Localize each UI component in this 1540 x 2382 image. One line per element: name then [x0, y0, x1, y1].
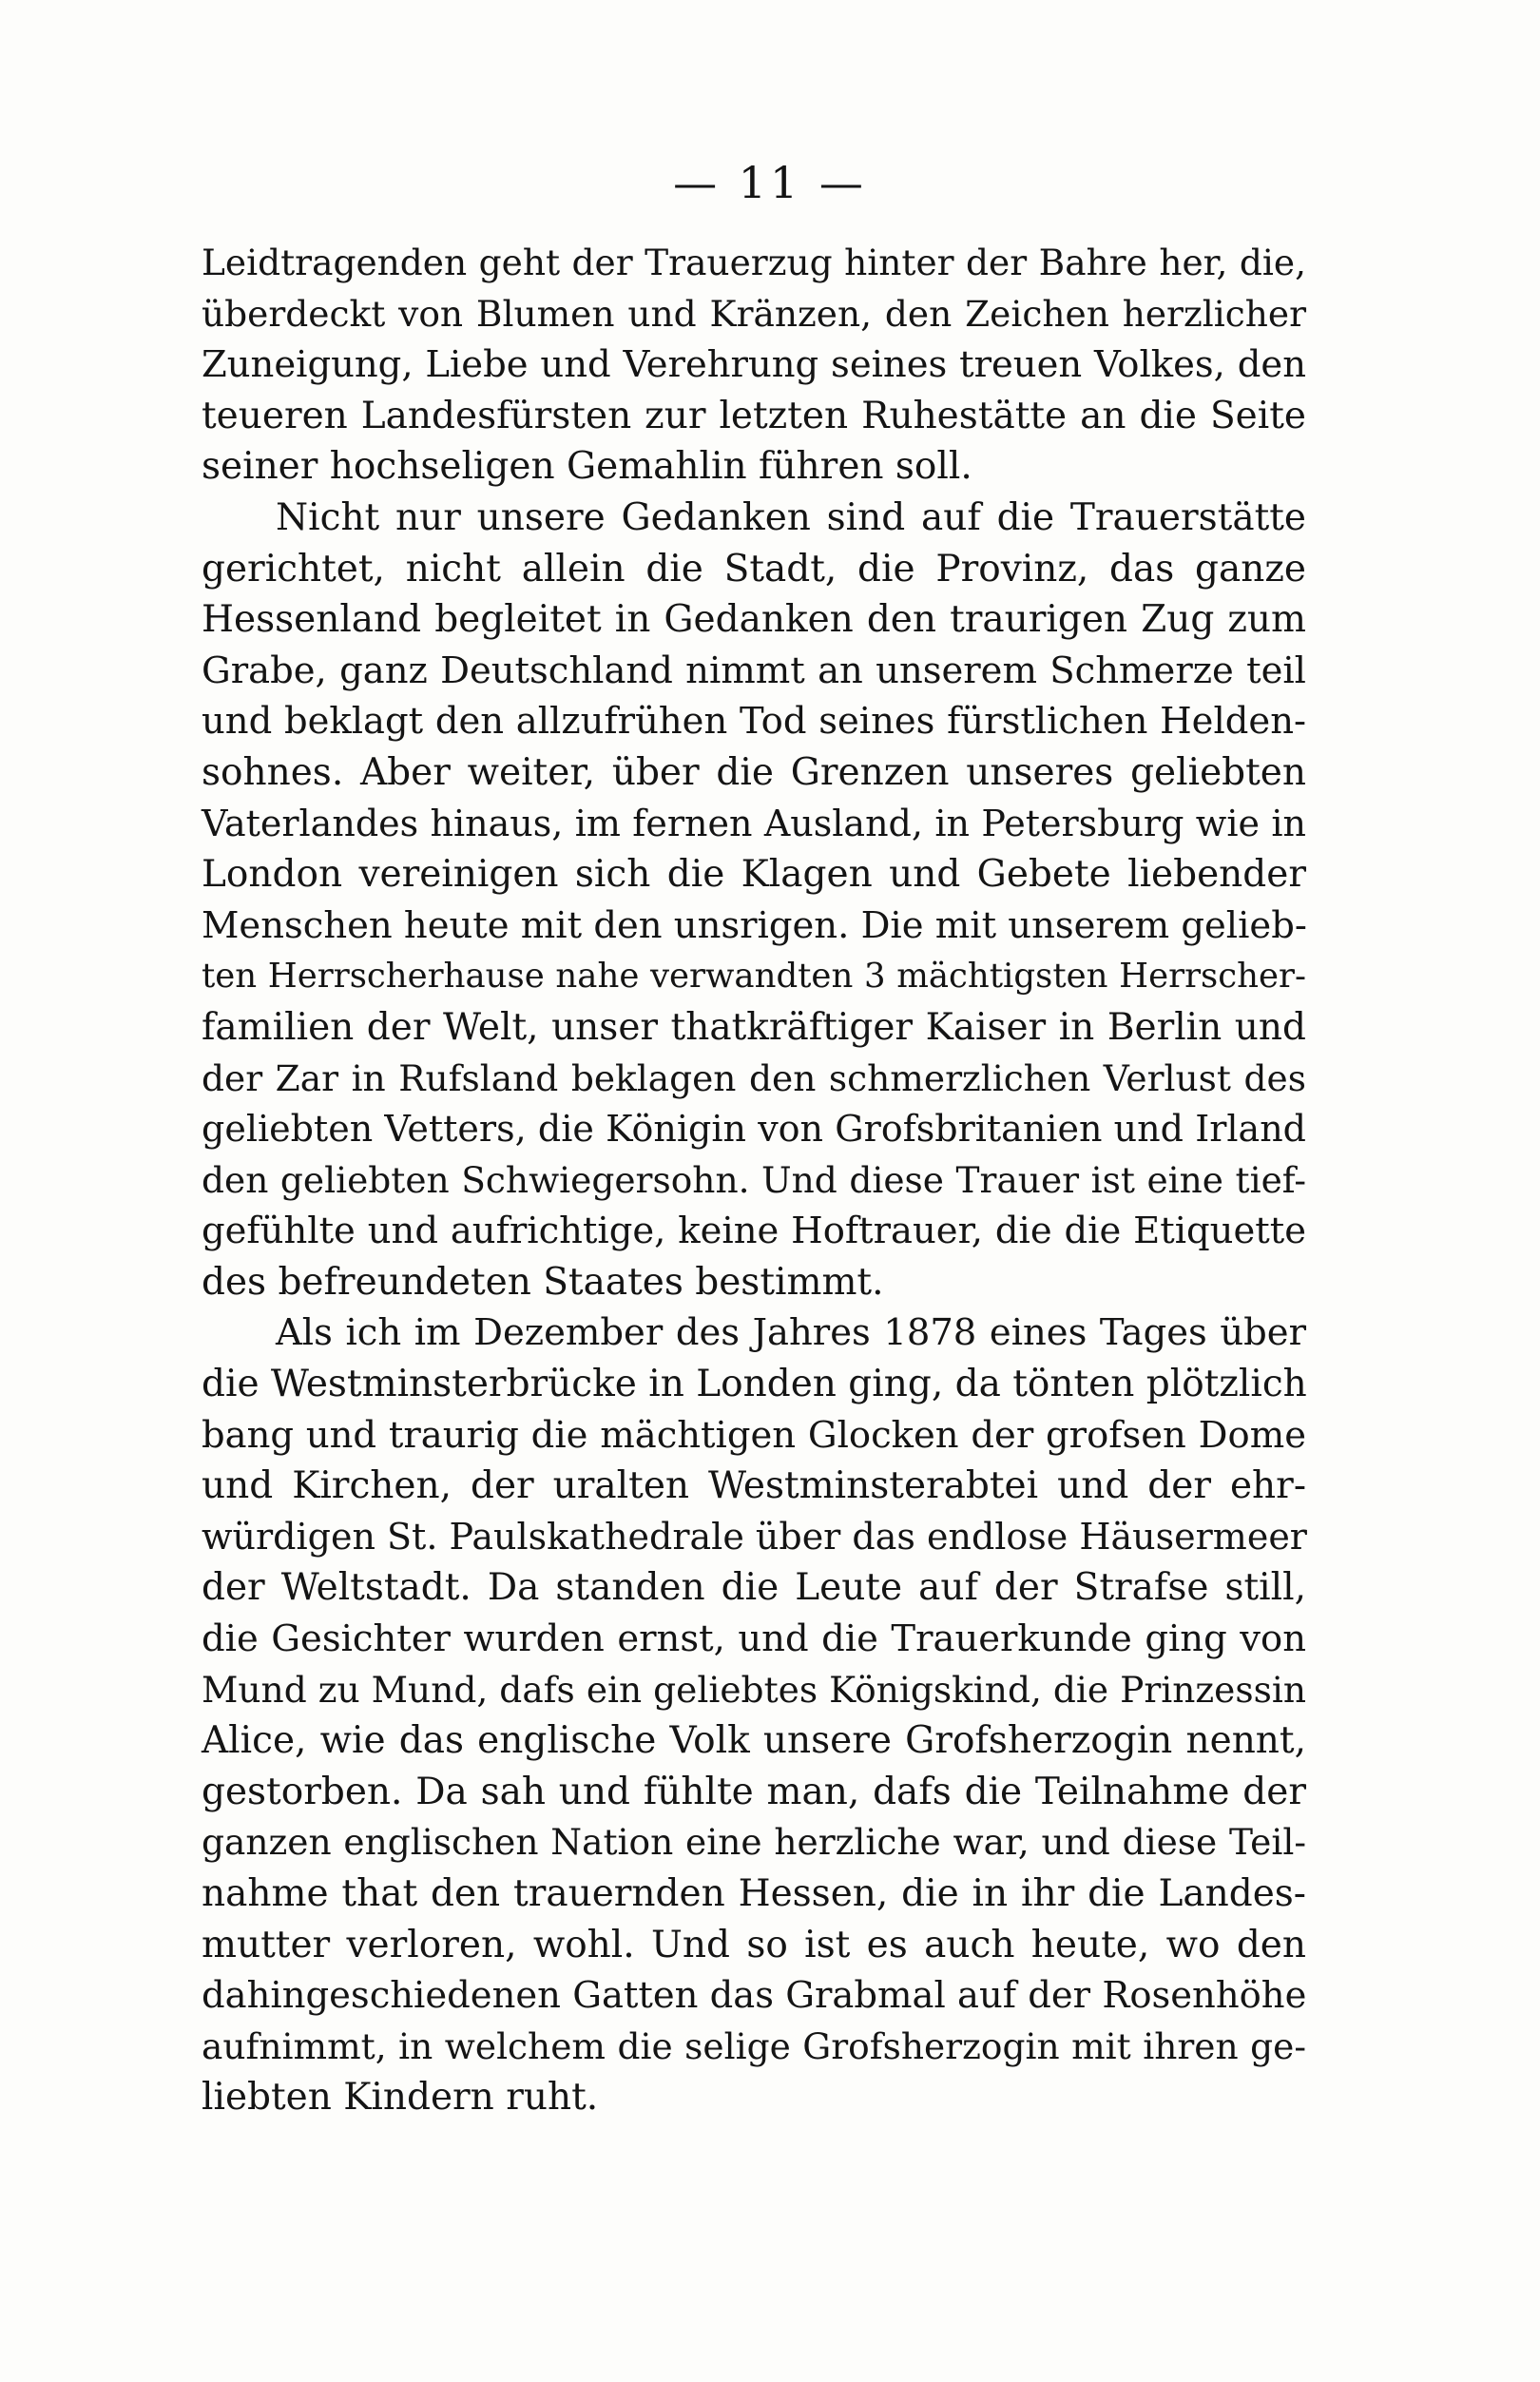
text-line: familien der Welt, unser thatkräftiger Kaiser in Berlin und — [202, 1005, 1306, 1049]
text-line: ganzen englischen Nation eine herzliche war, und diese Teil- — [202, 1821, 1306, 1864]
text-line: Zuneigung, Liebe und Verehrung seines treuen Volkes, den — [202, 343, 1306, 387]
text-line: Grabe, ganz Deutschland nimmt an unserem Schmerze teil — [202, 649, 1306, 692]
text-line: Mund zu Mund, dafs ein geliebtes Königskind, die Prinzessin — [202, 1668, 1306, 1711]
text-line: gestorben. Da sah und fühlte man, dafs die Teilnahme der — [202, 1770, 1306, 1813]
text-line: Alice, wie das englische Volk unsere Grofsherzogin nennt, — [202, 1719, 1306, 1763]
text-line: gerichtet, nicht allein die Stadt, die Provinz, das ganze — [202, 547, 1306, 591]
text-line: London vereinigen sich die Klagen und Gebete liebender — [202, 853, 1306, 897]
text-line: nahme that den trauernden Hessen, die in ihr die Landes- — [202, 1872, 1306, 1915]
text-line: seiner hochseligen Gemahlin führen soll. — [202, 445, 972, 489]
text-line: des befreundeten Staates bestimmt. — [202, 1260, 884, 1304]
text-line: aufnimmt, in welchem die selige Grofsherzogin mit ihren ge- — [202, 2024, 1306, 2067]
text-line: mutter verloren, wohl. Und so ist es auch heute, wo den — [202, 1923, 1306, 1966]
text-line: den geliebten Schwiegersohn. Und diese Trauer ist eine tief- — [202, 1158, 1306, 1201]
text-line: sohnes. Aber weiter, über die Grenzen unseres geliebten — [202, 750, 1306, 794]
text-line: teueren Landesfürsten zur letzten Ruhestätte an die Seite — [202, 394, 1306, 437]
text-line: Nicht nur unsere Gedanken sind auf die Trauerstätte — [276, 495, 1306, 539]
paragraph-3 — [202, 1307, 1306, 2123]
text-line: und beklagt den allzufrühen Tod seines fürstlichen Helden- — [202, 700, 1306, 744]
text-line: gefühlte und aufrichtige, keine Hoftrauer, die die Etiquette — [202, 1210, 1306, 1253]
text-line: Leidtragenden geht der Trauerzug hinter der Bahre her, die, — [202, 242, 1306, 283]
text-line: und Kirchen, der uralten Westminsterabtei und der ehr- — [202, 1464, 1306, 1508]
text-line: die Gesichter wurden ernst, und die Trauerkunde ging von — [202, 1617, 1306, 1661]
text-line: Menschen heute mit den unsrigen. Die mit unserem gelieb- — [202, 903, 1307, 947]
text-line: würdigen St. Paulskathedrale über das endlose Häusermeer — [202, 1515, 1307, 1558]
text-line: ten Herrscherhause nahe verwandten 3 mächtigsten Herrscher- — [202, 957, 1306, 997]
text-line: Hessenland begleitet in Gedanken den traurigen Zug zum — [202, 598, 1306, 642]
body-text — [202, 238, 1306, 2123]
text-line: bang und traurig die mächtigen Glocken der grofsen Dome — [202, 1413, 1306, 1457]
paragraph-1 — [202, 238, 1306, 493]
text-line: geliebten Vetters, die Königin von Grofsbritanien und Irland — [202, 1108, 1306, 1151]
text-line: dahingeschiedenen Gatten das Grabmal auf der Rosenhöhe — [202, 1974, 1307, 2018]
text-line: die Westminsterbrücke in Londen ging, da tönten plötzlich — [202, 1363, 1307, 1406]
paragraph-2 — [202, 493, 1306, 1308]
text-line: liebten Kindern ruht. — [202, 2076, 599, 2120]
text-line: der Weltstadt. Da standen die Leute auf der Strafse still, — [202, 1566, 1306, 1610]
page-number: — 11 — — [673, 157, 867, 208]
text-line: überdeckt von Blumen und Kränzen, den Zeichen herzlicher — [202, 292, 1306, 335]
text-line: Als ich im Dezember des Jahres 1878 eines Tages über — [276, 1311, 1306, 1355]
text-line: der Zar in Rufsland beklagen den schmerzlichen Verlust des — [202, 1056, 1306, 1099]
text-line: Vaterlandes hinaus, im fernen Ausland, in Petersburg wie in — [202, 802, 1306, 844]
